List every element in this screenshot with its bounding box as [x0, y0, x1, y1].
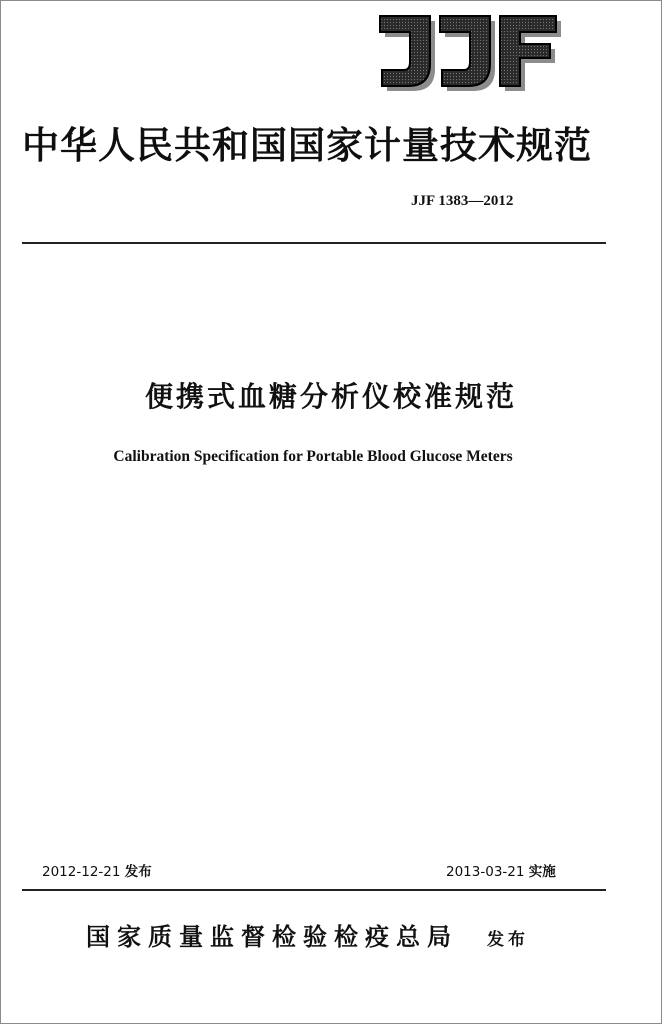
top-divider	[22, 242, 606, 244]
publisher: 国家质量监督检验检疫总局	[86, 922, 458, 951]
document-title-english: Calibration Specification for Portable Blood Glucose Meters	[113, 448, 513, 465]
document-title-chinese: 便携式血糖分析仪校准规范	[144, 380, 517, 413]
series-title: 中华人民共和国国家计量技术规范	[22, 123, 592, 167]
jjf-logo	[374, 12, 564, 94]
effective-date	[446, 862, 556, 882]
bottom-divider	[22, 889, 606, 891]
issue-date-value: 2012-12-21	[42, 864, 121, 880]
standard-number: JJF 1383—2012	[411, 193, 514, 209]
issue-date-label: 发布	[124, 864, 152, 880]
jjf-logo-graphic	[374, 12, 564, 94]
effective-date-value: 2013-03-21	[446, 864, 525, 880]
effective-date-label: 实施	[528, 864, 556, 880]
publisher-suffix: 发布	[487, 930, 529, 950]
issue-date	[42, 862, 152, 882]
